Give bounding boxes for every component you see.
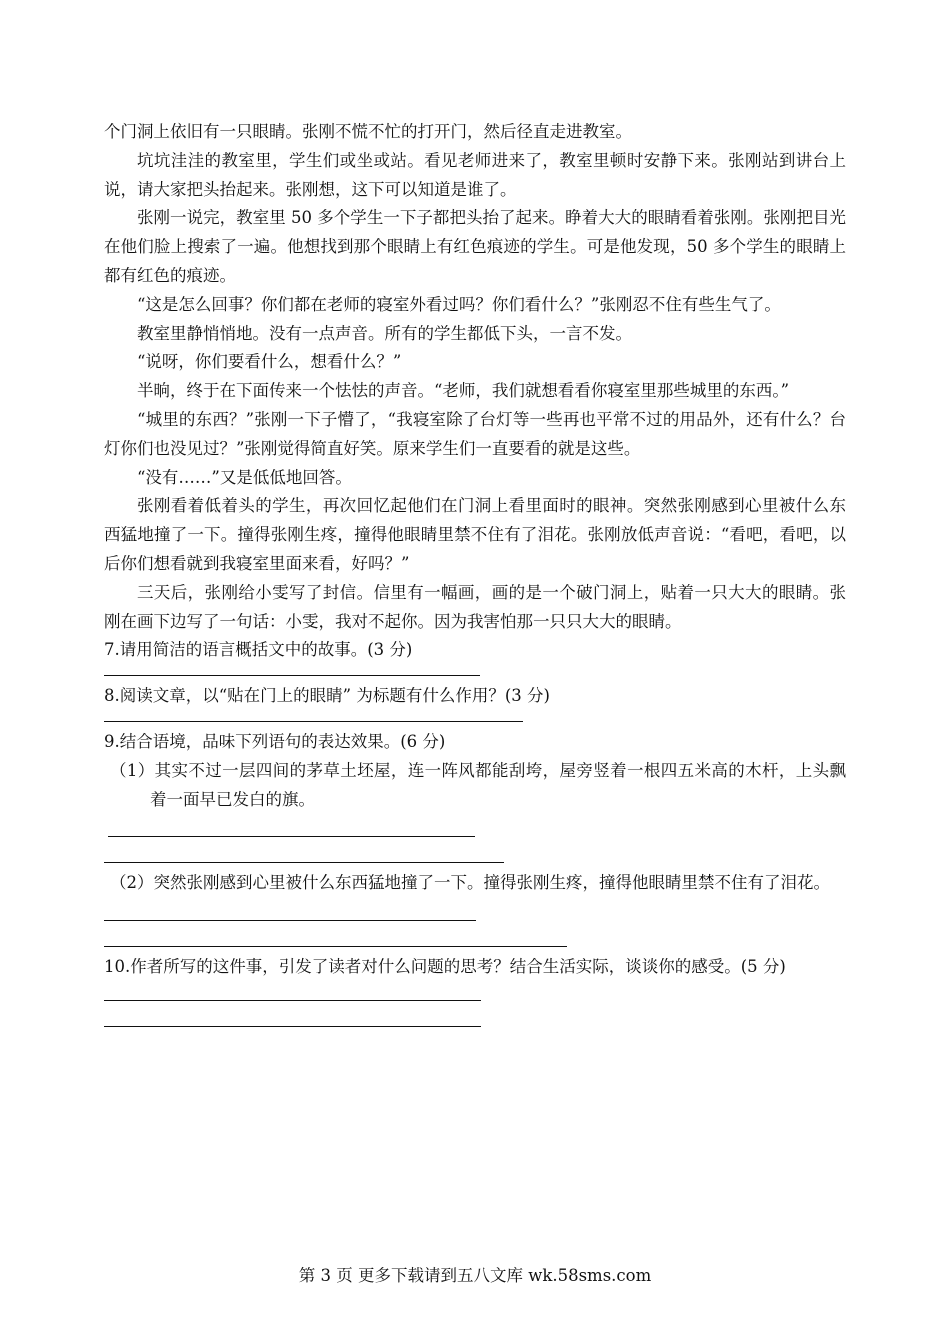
answer-line-q7[interactable] (104, 675, 480, 676)
document-body (104, 118, 846, 1027)
paragraph: 坑坑洼洼的教室里，学生们或坐或站。看见老师进来了，教室里顿时安静下来。张刚站到讲台上说，请大家把头抬起来。张刚想，这下可以知道是谁了。 (104, 150, 846, 199)
paragraph: “城里的东西？”张刚一下子懵了，“我寝室除了台灯等一些再也平常不过的用品外，还有什么？台灯你们也没见过？”张刚觉得简直好笑。原来学生们一直要看的就是这些。 (104, 409, 846, 458)
page-footer: 第 3 页 更多下载请到五八文库 wk.58sms.com (298, 1266, 652, 1285)
paragraph: “这是怎么回事？你们都在老师的寝室外看过吗？你们看什么？”张刚忍不住有些生气了。 (137, 294, 781, 314)
paragraph: “没有……”又是低低地回答。 (137, 467, 352, 487)
paragraph: “说呀，你们要看什么，想看什么？” (137, 352, 402, 372)
answer-line-q10a[interactable] (104, 1000, 481, 1001)
paragraph: 三天后，张刚给小雯写了封信。信里有一幅画，画的是一个破门洞上，贴着一只大大的眼睛。张刚在画下边写了一句话：小雯，我对不起你。因为我害怕那一只只大大的眼睛。 (104, 582, 846, 631)
question-8: 8.阅读文章，以“贴在门上的眼睛” 为标题有什么作用？(3 分) (104, 686, 550, 706)
answer-line-q9-2a[interactable] (104, 920, 476, 921)
paragraph: 个门洞上依旧有一只眼睛。张刚不慌不忙的打开门，然后径直走进教室。 (104, 122, 632, 141)
paragraph: 半晌，终于在下面传来一个怯怯的声音。“老师，我们就想看看你寝室里那些城里的东西。” (137, 381, 790, 401)
question-7: 7.请用简洁的语言概括文中的故事。(3 分) (104, 640, 413, 660)
paragraph: 张刚一说完，教室里 50 多个学生一下子都把头抬了起来。睁着大大的眼睛看着张刚。张刚把目光在他们脸上搜索了一遍。他想找到那个眼睛上有红色痕迹的学生。可是他发现，50 多个学生的眼睛上都有红色的痕迹。 (104, 208, 846, 285)
answer-line-q9-1b[interactable] (104, 862, 504, 863)
paragraph: 教室里静悄悄地。没有一点声音。所有的学生都低下头，一言不发。 (137, 323, 632, 343)
answer-line-q9-2b[interactable] (104, 946, 567, 947)
question-9-part-1: （1）其实不过一层四间的茅草土坯屋，连一阵风都能刮垮，屋旁竖着一根四五米高的木杆，上头飘着一面早已发白的旗。 (110, 760, 846, 809)
answer-line-q8[interactable] (104, 721, 523, 722)
question-9: 9.结合语境，品味下列语句的表达效果。(6 分) (104, 731, 446, 751)
answer-line-q10b[interactable] (104, 1026, 481, 1027)
answer-line-q9-1a[interactable] (108, 836, 475, 837)
question-10: 10.作者所写的这件事，引发了读者对什么问题的思考？结合生活实际，谈谈你的感受。(5 分) (104, 957, 786, 977)
question-9-part-2: （2）突然张刚感到心里被什么东西猛地撞了一下。撞得张刚生疼，撞得他眼睛里禁不住有了泪花。 (110, 873, 830, 893)
paragraph: 张刚看着低着头的学生，再次回忆起他们在门洞上看里面时的眼神。突然张刚感到心里被什么东西猛地撞了一下。撞得张刚生疼，撞得他眼睛里禁不住有了泪花。张刚放低声音说：“看吧，看吧，以后你们想看就到我寝室里面来看，好吗？” (104, 496, 846, 573)
